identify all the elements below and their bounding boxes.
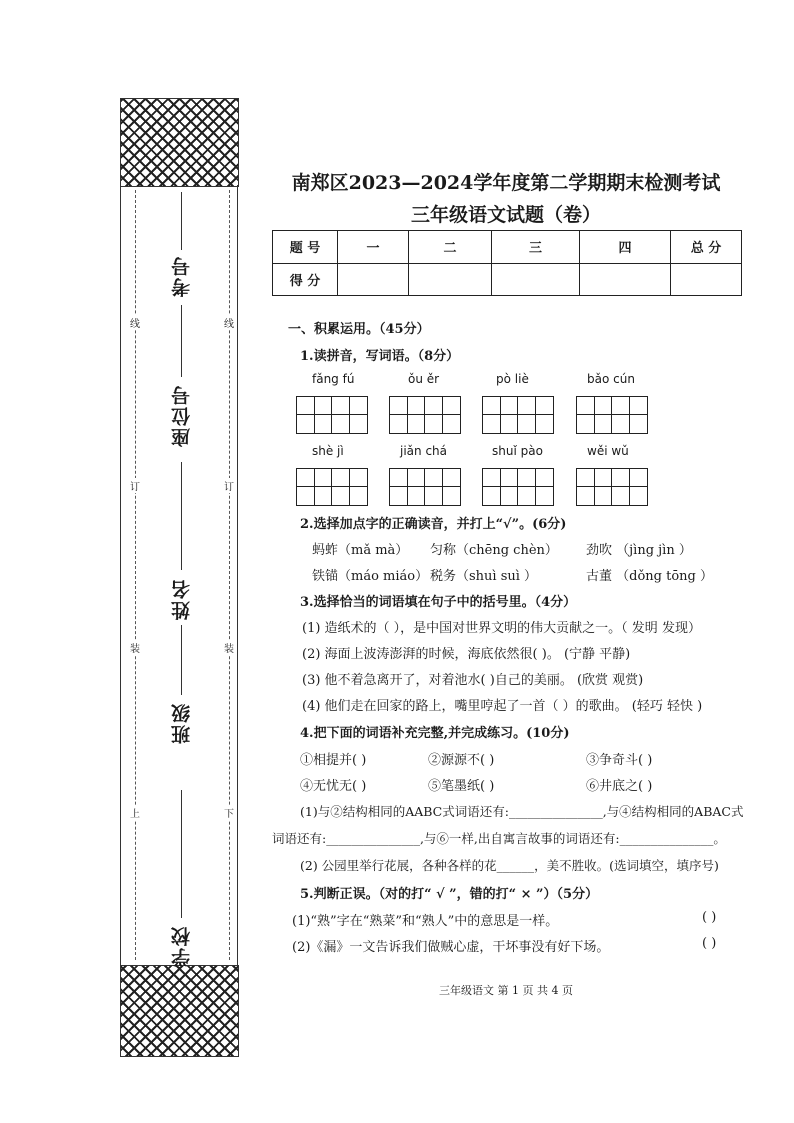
cut-char-right-1: 线 [222, 315, 236, 330]
q2-heading: 2.选择加点字的正确读音，并打上“√”。(6分) [300, 517, 567, 532]
writing-grid[interactable] [576, 468, 648, 506]
pinyin: ǒu ěr [408, 372, 440, 386]
exam-no-label: 考号 [171, 255, 193, 297]
name-blank[interactable] [181, 462, 182, 570]
writing-grid[interactable] [296, 468, 368, 506]
class-blank[interactable] [181, 625, 182, 695]
pinyin: shuǐ pào [492, 444, 543, 458]
q2-option[interactable]: 劲吹 （jìng jìn ） [586, 543, 692, 558]
pinyin: bǎo cún [587, 372, 635, 386]
seat-no-blank[interactable] [181, 305, 182, 377]
seat-no-label: 座位号 [171, 384, 193, 447]
q4-heading: 4.把下面的词语补充完整,并完成练习。(10分) [300, 726, 570, 741]
q2-option[interactable]: 铁锚（máo miáo） [312, 569, 429, 584]
q4-idiom[interactable]: ⑥井底之( ) [586, 779, 653, 794]
pinyin: shè jì [312, 444, 344, 458]
binding-hatch-bottom [120, 965, 239, 1057]
score-header-cell: 四 [580, 231, 671, 264]
q4-line: (2) 公园里举行花展，各种各样的花______，美不胜收。(选词填空，填序号) [300, 858, 719, 873]
cut-char-left-1: 线 [128, 315, 142, 330]
q3-line: (2) 海面上波涛澎湃的时候，海底依然很( )。 (宁静 平静) [302, 647, 631, 662]
binding-hatch-top [120, 98, 239, 187]
q4-idiom[interactable]: ①相提并( ) [300, 753, 367, 768]
cut-line-right [229, 190, 230, 960]
q2-option[interactable]: 匀称（chēng chèn） [430, 543, 558, 558]
pinyin: fǎng fú [312, 372, 355, 386]
q4-line: 词语还有:_______________,与⑥一样,出自寓言故事的词语还有:_______________。 [272, 831, 726, 846]
q5-heading: 5.判断正误。（对的打“ √ ”，错的打“ × ”）（5分） [300, 887, 599, 902]
school-blank[interactable] [181, 790, 182, 918]
score-header-cell: 一 [338, 231, 409, 264]
writing-grid[interactable] [482, 396, 554, 434]
pinyin: wěi wǔ [587, 444, 629, 458]
q4-idiom[interactable]: ③争奇斗( ) [586, 753, 653, 768]
exam-no-blank[interactable] [181, 192, 182, 250]
score-table [272, 230, 742, 296]
pinyin: jiǎn chá [400, 444, 447, 458]
q2-option[interactable]: 税务（shuì suì ） [430, 569, 538, 584]
exam-subtitle: 三年级语文试题（卷） [410, 204, 601, 226]
cut-char-right-4: 下 [222, 805, 236, 820]
class-label: 班级 [171, 702, 193, 744]
q2-option[interactable]: 蚂蚱（mǎ mà） [312, 543, 409, 558]
binding-border-right [237, 185, 238, 965]
q4-line: (1)与②结构相同的AABC式词语还有:_______________,与④结构相同的ABAC式 [300, 804, 744, 819]
page-footer: 三年级语文 第 1 页 共 4 页 [439, 984, 573, 997]
cut-line-left [135, 190, 136, 960]
writing-grid[interactable] [389, 396, 461, 434]
exam-title: 南郑区2023—2024学年度第二学期期末检测考试 [291, 172, 721, 194]
section1-heading: 一、积累运用。（45分） [288, 322, 430, 337]
q4-idiom[interactable]: ⑤笔墨纸( ) [428, 779, 495, 794]
score-cell[interactable] [671, 263, 742, 296]
writing-grid[interactable] [296, 396, 368, 434]
score-header-cell: 三 [492, 231, 580, 264]
score-cell[interactable] [338, 263, 409, 296]
q2-option[interactable]: 古董 （dǒng tōng ） [586, 569, 713, 584]
score-header-row [273, 231, 742, 264]
binding-border-left [120, 185, 121, 965]
school-label: 学校 [171, 925, 193, 967]
q5-answer-blank[interactable]: ( ) [702, 936, 717, 951]
score-row-label: 得 分 [273, 263, 338, 296]
score-header-cell: 题 号 [273, 231, 338, 264]
pinyin: pò liè [496, 372, 529, 386]
q1-heading: 1.读拼音，写词语。（8分） [300, 349, 460, 364]
q5-answer-blank[interactable]: ( ) [702, 910, 717, 925]
score-header-cell: 总 分 [671, 231, 742, 264]
name-label: 姓名 [171, 578, 193, 620]
q5-statement: (1)“熟”字在“熟菜”和“熟人”中的意思是一样。 [292, 914, 559, 929]
cut-char-right-2: 订 [222, 478, 236, 493]
q3-line: (1) 造纸术的（ ），是中国对世界文明的伟大贡献之一。（ 发明 发现） [302, 621, 701, 636]
cut-char-left-3: 装 [128, 640, 142, 655]
q5-statement: (2)《漏》一文告诉我们做贼心虚，干坏事没有好下场。 [292, 940, 610, 955]
q3-line: (4) 他们走在回家的路上，嘴里哼起了一首（ ）的歌曲。 (轻巧 轻快 ) [302, 699, 703, 714]
score-row [273, 263, 742, 296]
q4-idiom[interactable]: ②源源不( ) [428, 753, 495, 768]
q3-heading: 3.选择恰当的词语填在句子中的括号里。（4分） [300, 595, 577, 610]
score-header-cell: 二 [409, 231, 492, 264]
cut-char-right-3: 装 [222, 640, 236, 655]
writing-grid[interactable] [389, 468, 461, 506]
score-cell[interactable] [409, 263, 492, 296]
score-cell[interactable] [492, 263, 580, 296]
writing-grid[interactable] [576, 396, 648, 434]
cut-char-left-2: 订 [128, 478, 142, 493]
writing-grid[interactable] [482, 468, 554, 506]
score-cell[interactable] [580, 263, 671, 296]
cut-char-left-4: 上 [128, 805, 142, 820]
q4-idiom[interactable]: ④无忧无( ) [300, 779, 367, 794]
q3-line: (3) 他不着急离开了，对着池水( )自己的美丽。 (欣赏 观赏) [302, 673, 644, 688]
